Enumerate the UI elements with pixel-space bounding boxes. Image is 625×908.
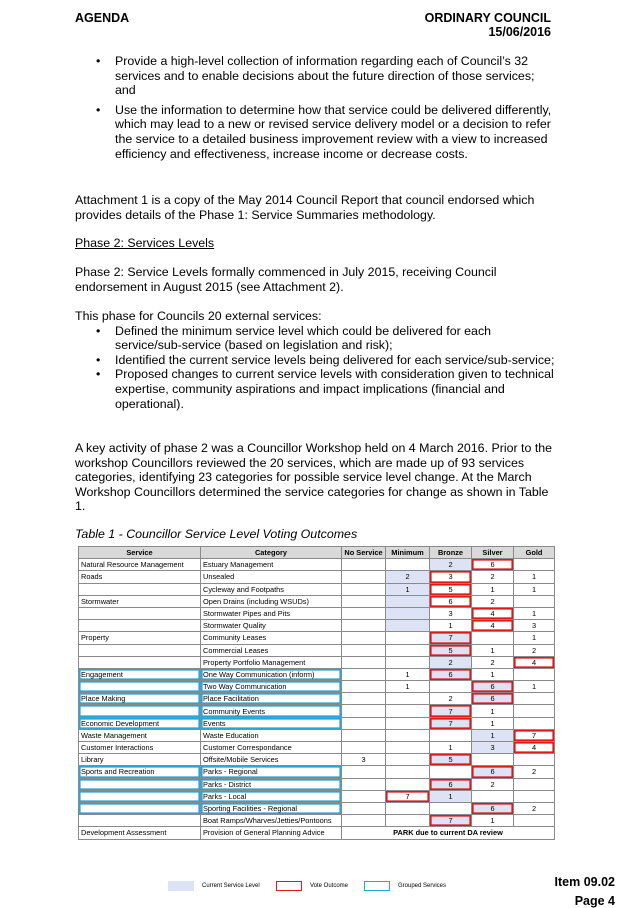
category-cell: Stormwater Quality (201, 620, 342, 632)
column-header-service: Service (79, 547, 201, 559)
service-cell (79, 644, 201, 656)
silver-vote-cell: 6 (472, 693, 514, 705)
table-row (79, 632, 555, 644)
gold-vote-cell (514, 559, 555, 571)
bullet-text: Identified the current service levels being delivered for each service/sub-service; (115, 352, 555, 367)
silver-vote-cell (472, 754, 514, 766)
table-row (79, 559, 555, 571)
table-body (79, 559, 555, 839)
minimum-vote-cell: 7 (386, 790, 430, 802)
category-cell: Boat Ramps/Wharves/Jetties/Pontoons (201, 815, 342, 827)
category-cell: Estuary Management (201, 559, 342, 571)
service-cell: Place Making (79, 693, 201, 705)
bullet-text: Provide a high-level collection of information regarding each of Council’s 32 services and to enable decisions about the future direction of those services; and (115, 54, 535, 98)
no-service-vote-cell (342, 693, 386, 705)
no-service-vote-cell (342, 766, 386, 778)
no-service-vote-cell (342, 717, 386, 729)
minimum-vote-cell (386, 802, 430, 814)
gold-vote-cell: 3 (514, 620, 555, 632)
table-row (79, 681, 555, 693)
table-row (79, 729, 555, 741)
service-cell (79, 607, 201, 619)
bullet-icon: • (96, 323, 101, 338)
service-cell (79, 705, 201, 717)
table-row (79, 705, 555, 717)
silver-vote-cell: 1 (472, 729, 514, 741)
header-meeting-date: 15/06/2016 (488, 25, 551, 39)
silver-vote-cell: 2 (472, 778, 514, 790)
gold-vote-cell: 4 (514, 656, 555, 668)
table-row (79, 815, 555, 827)
bullet-icon: • (96, 102, 101, 117)
gold-vote-cell: 2 (514, 644, 555, 656)
silver-vote-cell: 1 (472, 705, 514, 717)
service-cell (79, 681, 201, 693)
category-cell: Open Drains (including WSUDs) (201, 595, 342, 607)
table-caption: Table 1 - Councillor Service Level Voting Outcomes (75, 527, 358, 541)
intro-bullet-list (75, 54, 555, 166)
gold-vote-cell: 1 (514, 632, 555, 644)
category-cell: Events (201, 717, 342, 729)
no-service-vote-cell (342, 815, 386, 827)
silver-vote-cell: 2 (472, 595, 514, 607)
service-cell: Sports and Recreation (79, 766, 201, 778)
minimum-vote-cell (386, 742, 430, 754)
no-service-vote-cell (342, 583, 386, 595)
table-row (79, 656, 555, 668)
minimum-vote-cell (386, 644, 430, 656)
service-cell (79, 583, 201, 595)
table-row (79, 607, 555, 619)
no-service-vote-cell: 3 (342, 754, 386, 766)
bullet-text: Use the information to determine how that service could be delivered differently, which may lead to a new or revised service delivery model or a decision to refer the service to a detailed business improvement review with a view to increased efficiency and effectiveness, increase income or decrease costs. (115, 102, 552, 161)
gold-vote-cell: 1 (514, 681, 555, 693)
gold-vote-cell (514, 790, 555, 802)
minimum-vote-cell (386, 815, 430, 827)
no-service-vote-cell (342, 790, 386, 802)
silver-vote-cell: 2 (472, 571, 514, 583)
gold-vote-cell (514, 754, 555, 766)
gold-vote-cell (514, 717, 555, 729)
minimum-vote-cell: 1 (386, 583, 430, 595)
gold-vote-cell (514, 595, 555, 607)
minimum-vote-cell (386, 717, 430, 729)
silver-vote-cell: 6 (472, 766, 514, 778)
minimum-vote-cell (386, 705, 430, 717)
category-cell: Stormwater Pipes and Pits (201, 607, 342, 619)
service-cell: Customer Interactions (79, 742, 201, 754)
list-item (75, 103, 555, 161)
table-row (79, 644, 555, 656)
minimum-vote-cell (386, 595, 430, 607)
workshop-paragraph (75, 441, 555, 514)
silver-vote-cell (472, 790, 514, 802)
bronze-vote-cell: 1 (430, 620, 472, 632)
minimum-vote-cell (386, 693, 430, 705)
no-service-vote-cell (342, 595, 386, 607)
bronze-vote-cell: 7 (430, 632, 472, 644)
bronze-vote-cell: 2 (430, 693, 472, 705)
bronze-vote-cell: 7 (430, 705, 472, 717)
section-heading: Phase 2: Services Levels (75, 236, 215, 250)
service-cell: Property (79, 632, 201, 644)
silver-vote-cell: 6 (472, 802, 514, 814)
minimum-vote-cell (386, 729, 430, 741)
no-service-vote-cell (342, 705, 386, 717)
silver-vote-cell: 1 (472, 644, 514, 656)
bullet-text: Proposed changes to current service levels with consideration given to technical expertise, community aspirations and impact implications (financial and operational). (115, 367, 554, 411)
gold-vote-cell: 2 (514, 802, 555, 814)
minimum-vote-cell (386, 656, 430, 668)
category-cell: Property Portfolio Management (201, 656, 342, 668)
current-level-swatch (168, 881, 194, 891)
minimum-vote-cell (386, 632, 430, 644)
category-cell: Community Leases (201, 632, 342, 644)
bronze-vote-cell: 3 (430, 571, 472, 583)
column-header-silver: Silver (472, 547, 514, 559)
phase2-paragraph (75, 265, 555, 294)
header-meeting-title: ORDINARY COUNCIL (424, 11, 551, 25)
no-service-vote-cell (342, 656, 386, 668)
bronze-vote-cell: 5 (430, 583, 472, 595)
bronze-vote-cell (430, 766, 472, 778)
footer-page-number: Page 4 (574, 894, 615, 908)
no-service-vote-cell (342, 681, 386, 693)
table-row (79, 827, 555, 839)
category-cell: Parks - Regional (201, 766, 342, 778)
table-row (79, 766, 555, 778)
silver-vote-cell: 4 (472, 620, 514, 632)
minimum-vote-cell (386, 620, 430, 632)
minimum-vote-cell: 1 (386, 668, 430, 680)
bronze-vote-cell (430, 729, 472, 741)
service-cell: Development Assessment (79, 827, 201, 839)
category-cell: Parks - Local (201, 790, 342, 802)
category-cell: Customer Correspondance (201, 742, 342, 754)
no-service-vote-cell (342, 668, 386, 680)
table-row (79, 742, 555, 754)
gold-vote-cell (514, 815, 555, 827)
silver-vote-cell: 6 (472, 681, 514, 693)
category-cell: Provision of General Planning Advice (201, 827, 342, 839)
silver-vote-cell: 2 (472, 656, 514, 668)
bullet-icon: • (96, 367, 101, 382)
paragraph: Attachment 1 is a copy of the May 2014 Council Report that council endorsed which provides details of the Phase 1: Service Summaries methodology. (75, 193, 535, 222)
service-cell: Natural Resource Management (79, 559, 201, 571)
bronze-vote-cell: 5 (430, 644, 472, 656)
header-agenda: AGENDA (75, 11, 130, 25)
service-cell: Library (79, 754, 201, 766)
column-header-no-service: No Service (342, 547, 386, 559)
paragraph: Phase 2: Service Levels formally commenced in July 2015, receiving Council endorsement in August 2015 (see Attachment 2). (75, 265, 497, 294)
minimum-vote-cell (386, 559, 430, 571)
phase2-heading (75, 236, 555, 251)
no-service-vote-cell (342, 802, 386, 814)
table-row (79, 802, 555, 814)
silver-vote-cell: 3 (472, 742, 514, 754)
bronze-vote-cell: 6 (430, 668, 472, 680)
service-cell (79, 790, 201, 802)
table-header-row (79, 547, 555, 559)
service-cell: Roads (79, 571, 201, 583)
table-row (79, 754, 555, 766)
service-cell: Engagement (79, 668, 201, 680)
no-service-vote-cell (342, 607, 386, 619)
category-cell: Cycleway and Footpaths (201, 583, 342, 595)
bronze-vote-cell (430, 681, 472, 693)
legend-current-label: Current Service Level (202, 883, 260, 889)
category-cell: Community Events (201, 705, 342, 717)
minimum-vote-cell (386, 607, 430, 619)
legend-grouped-label: Grouped Services (398, 883, 447, 889)
category-cell: One Way Communication (inform) (201, 668, 342, 680)
grouped-services-swatch (364, 881, 390, 891)
vote-outcome-swatch (276, 881, 302, 891)
minimum-vote-cell (386, 778, 430, 790)
no-service-vote-cell (342, 742, 386, 754)
bronze-vote-cell: 6 (430, 595, 472, 607)
silver-vote-cell: 1 (472, 583, 514, 595)
bronze-vote-cell (430, 802, 472, 814)
gold-vote-cell: 1 (514, 583, 555, 595)
service-cell: Economic Development (79, 717, 201, 729)
voting-outcomes-table (78, 546, 555, 840)
table-row (79, 571, 555, 583)
column-header-category: Category (201, 547, 342, 559)
list-item (75, 54, 555, 98)
category-cell: Commercial Leases (201, 644, 342, 656)
bullet-icon: • (96, 54, 101, 68)
bronze-vote-cell: 7 (430, 717, 472, 729)
category-cell: Place Facilitation (201, 693, 342, 705)
category-cell: Parks - District (201, 778, 342, 790)
bronze-vote-cell: 6 (430, 778, 472, 790)
attachment-paragraph (75, 193, 555, 222)
minimum-vote-cell (386, 766, 430, 778)
gold-vote-cell (514, 778, 555, 790)
bullet-text: Defined the minimum service level which could be delivered for each service/sub-service (based on legislation and risk); (115, 323, 492, 353)
silver-vote-cell: 6 (472, 559, 514, 571)
bronze-vote-cell: 2 (430, 559, 472, 571)
gold-vote-cell: 7 (514, 729, 555, 741)
silver-vote-cell: 1 (472, 815, 514, 827)
category-cell: Unsealed (201, 571, 342, 583)
silver-vote-cell: 1 (472, 717, 514, 729)
gold-vote-cell (514, 705, 555, 717)
table-row (79, 778, 555, 790)
paragraph: A key activity of phase 2 was a Councillor Workshop held on 4 March 2016. Prior to the workshop Councillors reviewed the 20 services, which are made up of 93 services categories, identifying 23 categories for possible service level change. At the March Workshop Councillors determined the service categories for change as shown in Table 1. (75, 441, 553, 514)
phase-intro (75, 309, 555, 411)
paragraph: This phase for Councils 20 external services: (75, 309, 322, 323)
service-cell (79, 656, 201, 668)
table-row (79, 583, 555, 595)
table-row (79, 790, 555, 802)
gold-vote-cell (514, 693, 555, 705)
service-cell (79, 802, 201, 814)
gold-vote-cell: 1 (514, 607, 555, 619)
list-item (75, 367, 555, 411)
no-service-vote-cell (342, 620, 386, 632)
bullet-icon: • (96, 352, 101, 367)
list-item (75, 324, 555, 353)
table-row (79, 717, 555, 729)
bronze-vote-cell: 2 (430, 656, 472, 668)
no-service-vote-cell (342, 559, 386, 571)
category-cell: Two Way Communication (201, 681, 342, 693)
silver-vote-cell (472, 632, 514, 644)
gold-vote-cell: 2 (514, 766, 555, 778)
bronze-vote-cell: 5 (430, 754, 472, 766)
category-cell: Sporting Facilities - Regional (201, 802, 342, 814)
bronze-vote-cell: 3 (430, 607, 472, 619)
minimum-vote-cell (386, 754, 430, 766)
no-service-vote-cell (342, 644, 386, 656)
table-row (79, 620, 555, 632)
service-cell (79, 620, 201, 632)
merged-note-cell: PARK due to current DA review (342, 827, 555, 839)
bronze-vote-cell: 7 (430, 815, 472, 827)
no-service-vote-cell (342, 729, 386, 741)
no-service-vote-cell (342, 778, 386, 790)
service-cell: Waste Management (79, 729, 201, 741)
column-header-minimum: Minimum (386, 547, 430, 559)
gold-vote-cell: 1 (514, 571, 555, 583)
footer-item-number: Item 09.02 (554, 875, 615, 889)
category-cell: Offsite/Mobile Services (201, 754, 342, 766)
category-cell: Waste Education (201, 729, 342, 741)
silver-vote-cell: 1 (472, 668, 514, 680)
table-row (79, 693, 555, 705)
minimum-vote-cell: 1 (386, 681, 430, 693)
minimum-vote-cell: 2 (386, 571, 430, 583)
silver-vote-cell: 4 (472, 607, 514, 619)
no-service-vote-cell (342, 571, 386, 583)
no-service-vote-cell (342, 632, 386, 644)
table-row (79, 595, 555, 607)
bronze-vote-cell: 1 (430, 742, 472, 754)
legend-vote-label: Vote Outcome (310, 883, 349, 889)
service-cell (79, 815, 201, 827)
column-header-bronze: Bronze (430, 547, 472, 559)
gold-vote-cell (514, 668, 555, 680)
table-row (79, 668, 555, 680)
service-cell: Stormwater (79, 595, 201, 607)
service-cell (79, 778, 201, 790)
bronze-vote-cell: 1 (430, 790, 472, 802)
gold-vote-cell: 4 (514, 742, 555, 754)
list-item (75, 353, 555, 368)
header-meeting (425, 11, 551, 39)
column-header-gold: Gold (514, 547, 555, 559)
